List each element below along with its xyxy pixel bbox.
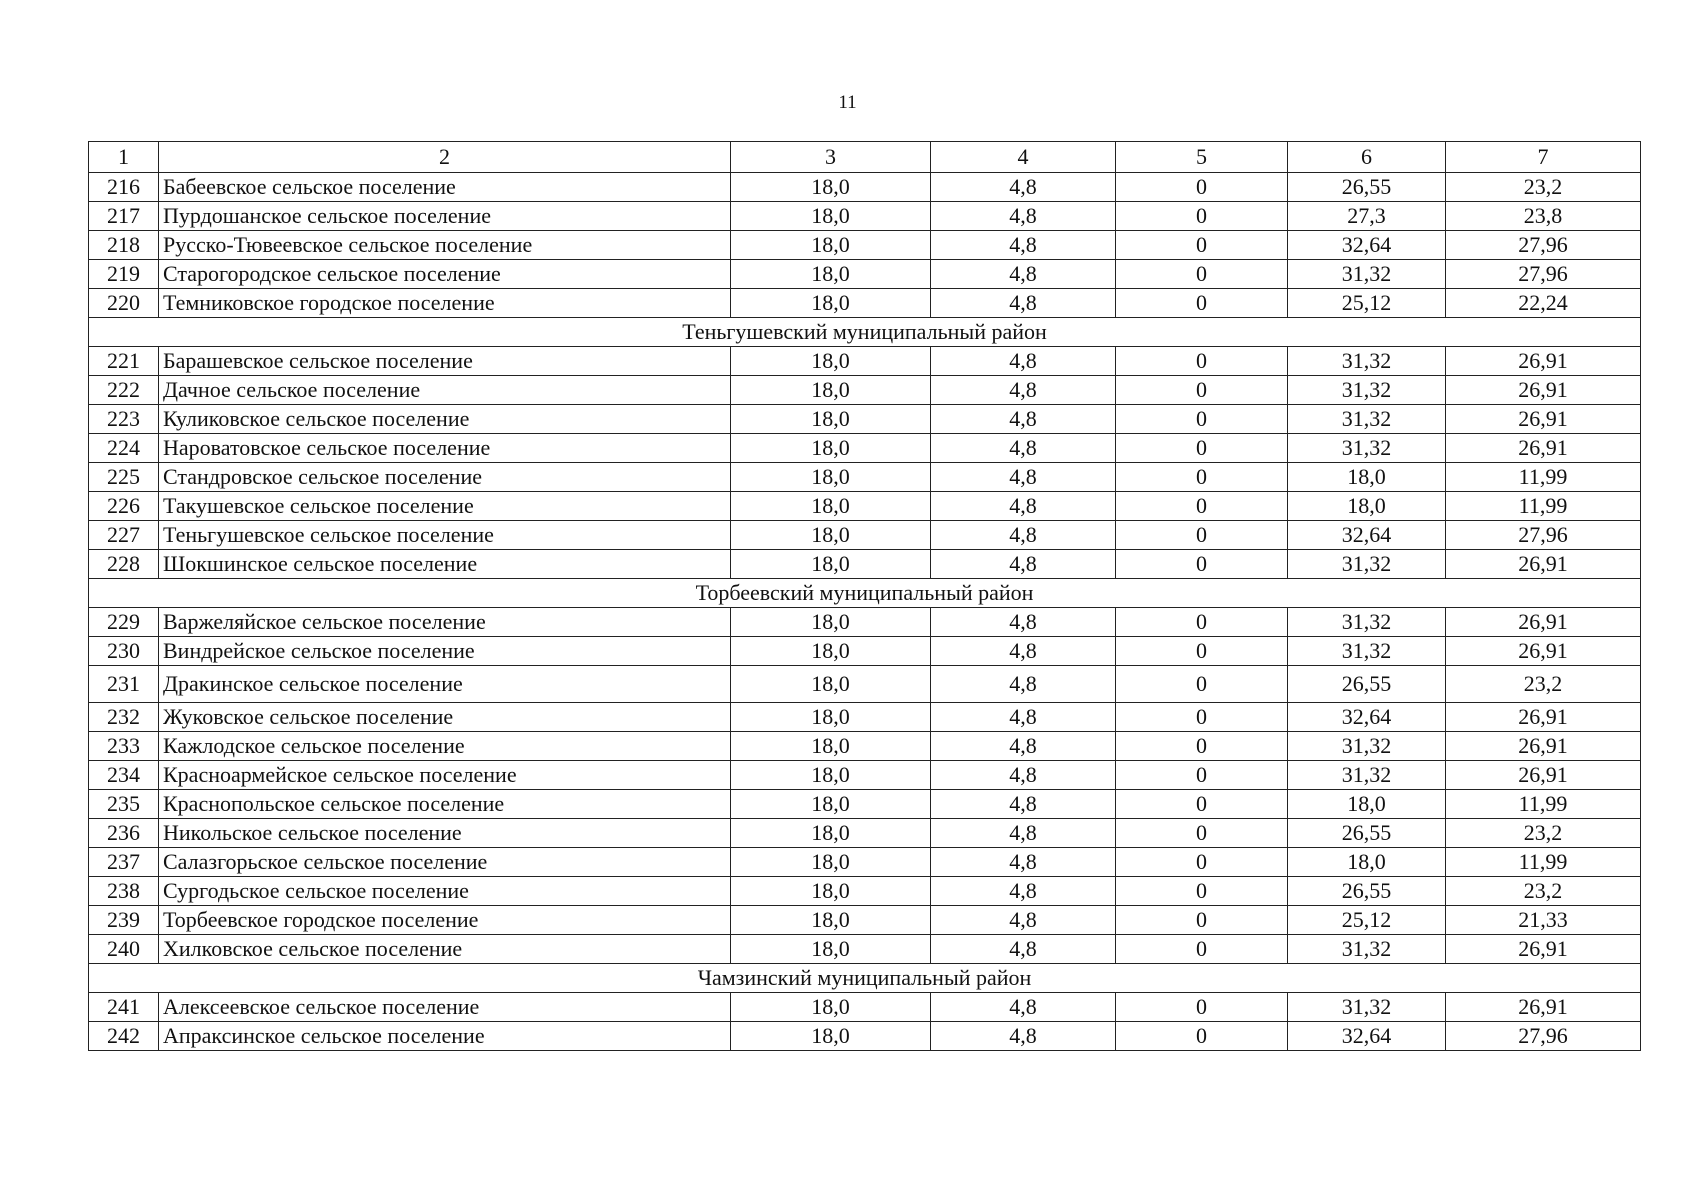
col3-cell: 18,0	[731, 790, 931, 819]
col6-cell: 31,32	[1288, 761, 1446, 790]
col5-cell: 0	[1116, 347, 1288, 376]
section-row	[89, 964, 1641, 993]
col6-cell: 31,32	[1288, 550, 1446, 579]
col3-cell: 18,0	[731, 347, 931, 376]
col3-cell: 18,0	[731, 666, 931, 703]
col4-cell: 4,8	[931, 376, 1116, 405]
col4-cell: 4,8	[931, 848, 1116, 877]
col5-cell: 0	[1116, 877, 1288, 906]
col5-cell: 0	[1116, 463, 1288, 492]
col6-cell: 31,32	[1288, 347, 1446, 376]
col5-cell: 0	[1116, 173, 1288, 202]
col5-cell: 0	[1116, 848, 1288, 877]
col5-cell: 0	[1116, 405, 1288, 434]
col3-cell: 18,0	[731, 202, 931, 231]
settlement-name-cell: Пурдошанское сельское поселение	[159, 202, 731, 231]
row-number-cell: 229	[89, 608, 159, 637]
page-number: 11	[838, 92, 857, 113]
col4-cell: 4,8	[931, 608, 1116, 637]
settlement-name-cell: Кажлодское сельское поселение	[159, 732, 731, 761]
table-row	[89, 231, 1641, 260]
col7-cell: 26,91	[1446, 608, 1641, 637]
col3-cell: 18,0	[731, 935, 931, 964]
row-number-cell: 219	[89, 260, 159, 289]
table-row	[89, 608, 1641, 637]
table-body	[89, 142, 1641, 1051]
col4-cell: 4,8	[931, 1022, 1116, 1051]
col5-cell: 0	[1116, 666, 1288, 703]
col5-cell: 0	[1116, 202, 1288, 231]
table-row	[89, 703, 1641, 732]
col4-cell: 4,8	[931, 202, 1116, 231]
settlement-name-cell: Стандровское сельское поселение	[159, 463, 731, 492]
section-title: Чамзинский муниципальный район	[89, 964, 1641, 993]
table-row	[89, 761, 1641, 790]
data-table	[88, 141, 1641, 1051]
row-number-cell: 241	[89, 993, 159, 1022]
row-number-cell: 232	[89, 703, 159, 732]
col7-cell: 26,91	[1446, 637, 1641, 666]
table-row	[89, 1022, 1641, 1051]
col7-cell: 23,8	[1446, 202, 1641, 231]
col4-cell: 4,8	[931, 405, 1116, 434]
col3-cell: 18,0	[731, 289, 931, 318]
section-row	[89, 318, 1641, 347]
col4-cell: 4,8	[931, 434, 1116, 463]
col3-cell: 18,0	[731, 637, 931, 666]
col6-cell: 26,55	[1288, 819, 1446, 848]
col6-cell: 32,64	[1288, 703, 1446, 732]
col7-cell: 26,91	[1446, 376, 1641, 405]
col4-cell: 4,8	[931, 347, 1116, 376]
settlement-name-cell: Нароватовское сельское поселение	[159, 434, 731, 463]
col7-cell: 26,91	[1446, 993, 1641, 1022]
col7-cell: 23,2	[1446, 666, 1641, 703]
col4-cell: 4,8	[931, 463, 1116, 492]
col5-cell: 0	[1116, 1022, 1288, 1051]
col6-cell: 32,64	[1288, 231, 1446, 260]
col5-cell: 0	[1116, 637, 1288, 666]
col6-cell: 32,64	[1288, 521, 1446, 550]
row-number-cell: 224	[89, 434, 159, 463]
row-number-cell: 230	[89, 637, 159, 666]
header-cell: 4	[931, 142, 1116, 173]
col6-cell: 31,32	[1288, 376, 1446, 405]
table-row	[89, 666, 1641, 703]
row-number-cell: 237	[89, 848, 159, 877]
col3-cell: 18,0	[731, 173, 931, 202]
table-row	[89, 463, 1641, 492]
col4-cell: 4,8	[931, 550, 1116, 579]
col6-cell: 18,0	[1288, 492, 1446, 521]
settlement-name-cell: Сургодьское сельское поселение	[159, 877, 731, 906]
settlement-name-cell: Куликовское сельское поселение	[159, 405, 731, 434]
col3-cell: 18,0	[731, 703, 931, 732]
table-row	[89, 877, 1641, 906]
col6-cell: 31,32	[1288, 935, 1446, 964]
row-number-cell: 218	[89, 231, 159, 260]
col4-cell: 4,8	[931, 819, 1116, 848]
col7-cell: 23,2	[1446, 819, 1641, 848]
table-row	[89, 347, 1641, 376]
col3-cell: 18,0	[731, 819, 931, 848]
col3-cell: 18,0	[731, 877, 931, 906]
col5-cell: 0	[1116, 993, 1288, 1022]
table-row	[89, 993, 1641, 1022]
col5-cell: 0	[1116, 935, 1288, 964]
col5-cell: 0	[1116, 550, 1288, 579]
row-number-cell: 221	[89, 347, 159, 376]
col4-cell: 4,8	[931, 732, 1116, 761]
col7-cell: 11,99	[1446, 492, 1641, 521]
col5-cell: 0	[1116, 790, 1288, 819]
col5-cell: 0	[1116, 492, 1288, 521]
table-row	[89, 819, 1641, 848]
header-cell: 7	[1446, 142, 1641, 173]
col4-cell: 4,8	[931, 289, 1116, 318]
col5-cell: 0	[1116, 260, 1288, 289]
col5-cell: 0	[1116, 819, 1288, 848]
col6-cell: 25,12	[1288, 289, 1446, 318]
col3-cell: 18,0	[731, 608, 931, 637]
row-number-cell: 227	[89, 521, 159, 550]
row-number-cell: 235	[89, 790, 159, 819]
row-number-cell: 240	[89, 935, 159, 964]
col3-cell: 18,0	[731, 492, 931, 521]
col4-cell: 4,8	[931, 906, 1116, 935]
table-row	[89, 935, 1641, 964]
col6-cell: 31,32	[1288, 434, 1446, 463]
settlement-name-cell: Бабеевское сельское поселение	[159, 173, 731, 202]
col7-cell: 26,91	[1446, 347, 1641, 376]
table-row	[89, 405, 1641, 434]
col5-cell: 0	[1116, 906, 1288, 935]
col5-cell: 0	[1116, 703, 1288, 732]
row-number-cell: 216	[89, 173, 159, 202]
col3-cell: 18,0	[731, 1022, 931, 1051]
table-row	[89, 521, 1641, 550]
col7-cell: 26,91	[1446, 434, 1641, 463]
col3-cell: 18,0	[731, 376, 931, 405]
col5-cell: 0	[1116, 521, 1288, 550]
col6-cell: 31,32	[1288, 260, 1446, 289]
row-number-cell: 226	[89, 492, 159, 521]
col5-cell: 0	[1116, 231, 1288, 260]
table-row	[89, 848, 1641, 877]
col7-cell: 22,24	[1446, 289, 1641, 318]
col4-cell: 4,8	[931, 790, 1116, 819]
col4-cell: 4,8	[931, 666, 1116, 703]
settlement-name-cell: Шокшинское сельское поселение	[159, 550, 731, 579]
settlement-name-cell: Барашевское сельское поселение	[159, 347, 731, 376]
settlement-name-cell: Такушевское сельское поселение	[159, 492, 731, 521]
col7-cell: 23,2	[1446, 173, 1641, 202]
col7-cell: 26,91	[1446, 761, 1641, 790]
col3-cell: 18,0	[731, 550, 931, 579]
col3-cell: 18,0	[731, 848, 931, 877]
col3-cell: 18,0	[731, 993, 931, 1022]
col3-cell: 18,0	[731, 405, 931, 434]
col3-cell: 18,0	[731, 260, 931, 289]
row-number-cell: 233	[89, 732, 159, 761]
col4-cell: 4,8	[931, 761, 1116, 790]
settlement-name-cell: Теньгушевское сельское поселение	[159, 521, 731, 550]
settlement-name-cell: Красноармейское сельское поселение	[159, 761, 731, 790]
settlement-name-cell: Жуковское сельское поселение	[159, 703, 731, 732]
settlement-name-cell: Хилковское сельское поселение	[159, 935, 731, 964]
header-cell: 3	[731, 142, 931, 173]
col3-cell: 18,0	[731, 463, 931, 492]
col4-cell: 4,8	[931, 173, 1116, 202]
col4-cell: 4,8	[931, 231, 1116, 260]
row-number-cell: 234	[89, 761, 159, 790]
col7-cell: 27,96	[1446, 1022, 1641, 1051]
header-cell: 5	[1116, 142, 1288, 173]
col5-cell: 0	[1116, 289, 1288, 318]
col4-cell: 4,8	[931, 492, 1116, 521]
col7-cell: 27,96	[1446, 231, 1641, 260]
row-number-cell: 231	[89, 666, 159, 703]
col7-cell: 26,91	[1446, 550, 1641, 579]
col7-cell: 23,2	[1446, 877, 1641, 906]
col6-cell: 18,0	[1288, 848, 1446, 877]
col6-cell: 18,0	[1288, 790, 1446, 819]
col5-cell: 0	[1116, 761, 1288, 790]
row-number-cell: 217	[89, 202, 159, 231]
row-number-cell: 228	[89, 550, 159, 579]
row-number-cell: 225	[89, 463, 159, 492]
col6-cell: 31,32	[1288, 732, 1446, 761]
col7-cell: 27,96	[1446, 521, 1641, 550]
table-row	[89, 732, 1641, 761]
row-number-cell: 242	[89, 1022, 159, 1051]
table-row	[89, 492, 1641, 521]
settlement-name-cell: Виндрейское сельское поселение	[159, 637, 731, 666]
row-number-cell: 222	[89, 376, 159, 405]
section-row	[89, 579, 1641, 608]
header-cell: 1	[89, 142, 159, 173]
settlement-name-cell: Русско-Тювеевское сельское поселение	[159, 231, 731, 260]
table-row	[89, 637, 1641, 666]
col5-cell: 0	[1116, 608, 1288, 637]
col6-cell: 26,55	[1288, 666, 1446, 703]
col7-cell: 11,99	[1446, 790, 1641, 819]
table-row	[89, 202, 1641, 231]
settlement-name-cell: Алексеевское сельское поселение	[159, 993, 731, 1022]
col6-cell: 25,12	[1288, 906, 1446, 935]
col7-cell: 11,99	[1446, 848, 1641, 877]
col4-cell: 4,8	[931, 877, 1116, 906]
col4-cell: 4,8	[931, 637, 1116, 666]
col4-cell: 4,8	[931, 260, 1116, 289]
col3-cell: 18,0	[731, 906, 931, 935]
col6-cell: 31,32	[1288, 637, 1446, 666]
settlement-name-cell: Никольское сельское поселение	[159, 819, 731, 848]
settlement-name-cell: Дракинское сельское поселение	[159, 666, 731, 703]
header-cell: 2	[159, 142, 731, 173]
col3-cell: 18,0	[731, 521, 931, 550]
col6-cell: 31,32	[1288, 405, 1446, 434]
settlement-name-cell: Апраксинское сельское поселение	[159, 1022, 731, 1051]
header-cell: 6	[1288, 142, 1446, 173]
settlement-name-cell: Торбеевское городское поселение	[159, 906, 731, 935]
col4-cell: 4,8	[931, 993, 1116, 1022]
section-title: Теньгушевский муниципальный район	[89, 318, 1641, 347]
col7-cell: 26,91	[1446, 405, 1641, 434]
table-row	[89, 906, 1641, 935]
settlement-name-cell: Варжеляйское сельское поселение	[159, 608, 731, 637]
col6-cell: 26,55	[1288, 877, 1446, 906]
col4-cell: 4,8	[931, 521, 1116, 550]
settlement-name-cell: Салазгорьское сельское поселение	[159, 848, 731, 877]
settlement-name-cell: Темниковское городское поселение	[159, 289, 731, 318]
col3-cell: 18,0	[731, 732, 931, 761]
settlement-name-cell: Дачное сельское поселение	[159, 376, 731, 405]
col7-cell: 27,96	[1446, 260, 1641, 289]
col6-cell: 32,64	[1288, 1022, 1446, 1051]
settlement-name-cell: Краснопольское сельское поселение	[159, 790, 731, 819]
col3-cell: 18,0	[731, 231, 931, 260]
col6-cell: 27,3	[1288, 202, 1446, 231]
table-row	[89, 173, 1641, 202]
col7-cell: 11,99	[1446, 463, 1641, 492]
col4-cell: 4,8	[931, 703, 1116, 732]
col7-cell: 26,91	[1446, 935, 1641, 964]
col5-cell: 0	[1116, 376, 1288, 405]
table-row	[89, 434, 1641, 463]
col7-cell: 21,33	[1446, 906, 1641, 935]
row-number-cell: 236	[89, 819, 159, 848]
col5-cell: 0	[1116, 732, 1288, 761]
col6-cell: 18,0	[1288, 463, 1446, 492]
table-row	[89, 289, 1641, 318]
row-number-cell: 223	[89, 405, 159, 434]
row-number-cell: 239	[89, 906, 159, 935]
table-header-row	[89, 142, 1641, 173]
settlement-name-cell: Старогородское сельское поселение	[159, 260, 731, 289]
table-row	[89, 790, 1641, 819]
table-row	[89, 550, 1641, 579]
col5-cell: 0	[1116, 434, 1288, 463]
row-number-cell: 238	[89, 877, 159, 906]
table-row	[89, 260, 1641, 289]
table-row	[89, 376, 1641, 405]
col6-cell: 31,32	[1288, 993, 1446, 1022]
section-title: Торбеевский муниципальный район	[89, 579, 1641, 608]
col6-cell: 31,32	[1288, 608, 1446, 637]
col7-cell: 26,91	[1446, 732, 1641, 761]
col7-cell: 26,91	[1446, 703, 1641, 732]
col3-cell: 18,0	[731, 761, 931, 790]
col3-cell: 18,0	[731, 434, 931, 463]
row-number-cell: 220	[89, 289, 159, 318]
col6-cell: 26,55	[1288, 173, 1446, 202]
col4-cell: 4,8	[931, 935, 1116, 964]
